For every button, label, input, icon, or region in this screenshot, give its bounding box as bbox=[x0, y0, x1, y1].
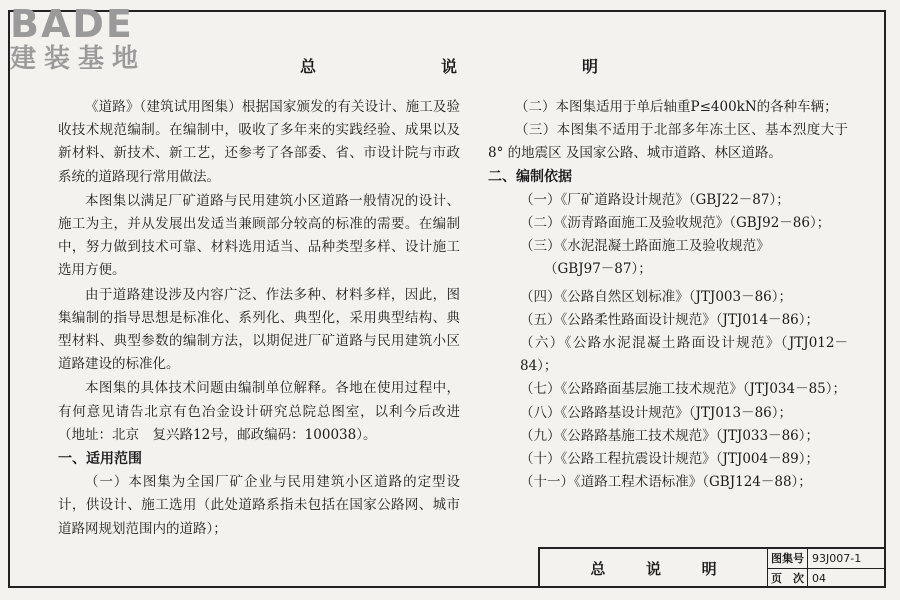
page-title bbox=[300, 54, 600, 77]
section-heading: 一、适用范围 bbox=[58, 451, 142, 468]
title-char: 明 bbox=[581, 57, 600, 76]
list-item: （三）本图集不适用于北部多年冻土区、基本烈度大于 8° 的地震区 及国家公路、城市道路、林区道路。 bbox=[488, 122, 848, 162]
reference-item: （六）《公路水泥混凝土路面设计规范》（JTJ012－84）； bbox=[520, 335, 848, 375]
title-block bbox=[538, 547, 886, 588]
reference-item: （五）《公路柔性路面设计规范》（JTJ014－86）； bbox=[520, 311, 820, 328]
title-block-char: 总 bbox=[590, 560, 606, 578]
atlas-number-label: 图集号 bbox=[768, 549, 808, 569]
title-char: 总 bbox=[300, 57, 319, 76]
page-number-label: 页 次 bbox=[768, 569, 808, 589]
paragraph: 本图集的具体技术问题由编制单位解释。各地在使用过程中，有何意见请告北京有色冶金设计研究总院总图室，以利今后改进 （地址：北京 复兴路12号，邮政编码：100038）。 bbox=[58, 380, 474, 443]
paragraph: 由于道路建设涉及内容广泛、作法多种、材料多样，因此，图集编制的指导思想是标准化、系列化、典型化，采用典型结构、典型材料、典型参数的编制方法，以期促进厂矿道路与民用建筑小区道路建设的标准化。 bbox=[58, 286, 460, 373]
title-block-grid bbox=[768, 549, 886, 588]
title-char: 说 bbox=[440, 57, 459, 76]
reference-item: （十）《公路工程抗震设计规范》（JTJ004－89）； bbox=[520, 451, 820, 468]
reference-item: （九）《公路路基施工技术规范》（JTJ033－86）； bbox=[520, 427, 820, 444]
logo-text-en: BADE bbox=[10, 2, 134, 46]
right-column bbox=[488, 96, 848, 494]
title-block-name bbox=[540, 549, 768, 588]
reference-item-continued: （GBJ97－87）； bbox=[544, 261, 652, 278]
reference-item: （八）《公路路基设计规范》（JTJ013－86）； bbox=[520, 404, 793, 421]
left-column bbox=[58, 96, 474, 541]
reference-item: （三）《水泥混凝土路面施工及验收规范》 bbox=[520, 238, 770, 255]
paragraph: 《道路》（建筑试用图集）根据国家颁发的有关设计、施工及验收技术规范编制。在编制中，吸收了多年来的实践经验、成果以及新材料、新技术、新工艺，还参考了各部委、省、市设计院与市政系统的道路现行常用做法。 bbox=[58, 99, 460, 185]
paragraph: 本图集以满足厂矿道路与民用建筑小区道路一般情况的设计、施工为主，并从发展出发适当兼顾部分较高的标准的需要。在编制中，努力做到技术可靠、材料选用适当、品种类型多样、设计施工选用方便。 bbox=[58, 192, 460, 279]
reference-item: （十一）《道路工程术语标准》（GBJ124－88）； bbox=[520, 474, 812, 491]
section-heading: 二、编制依据 bbox=[488, 168, 572, 185]
reference-item: （二）《沥青路面施工及验收规范》（GBJ92－86）； bbox=[520, 215, 831, 232]
atlas-number-value: 93J007-1 bbox=[808, 549, 886, 569]
logo-text-zh: 建装基地 bbox=[10, 44, 147, 74]
reference-item: （一）《厂矿道路设计规范》（GBJ22－87）； bbox=[520, 191, 790, 208]
list-item: （二）本图集适用于单后轴重P≤400kN的各种车辆； bbox=[515, 99, 838, 115]
title-block-char: 说 bbox=[645, 560, 661, 578]
list-item: （一）本图集为全国厂矿企业与民用建筑小区道路的定型设计，供设计、施工选用（此处道路系指未包括在国家公路网、城市道路网规划范围内的道路）； bbox=[58, 474, 460, 537]
page-number-value: 04 bbox=[812, 571, 826, 585]
watermark-logo bbox=[10, 4, 170, 78]
reference-item: （七）《公路路面基层施工技术规范》（JTJ034－85）； bbox=[520, 381, 847, 398]
title-block-char: 明 bbox=[701, 560, 717, 578]
reference-item: （四）《公路自然区划标准》（JTJ003－86）； bbox=[520, 288, 793, 305]
